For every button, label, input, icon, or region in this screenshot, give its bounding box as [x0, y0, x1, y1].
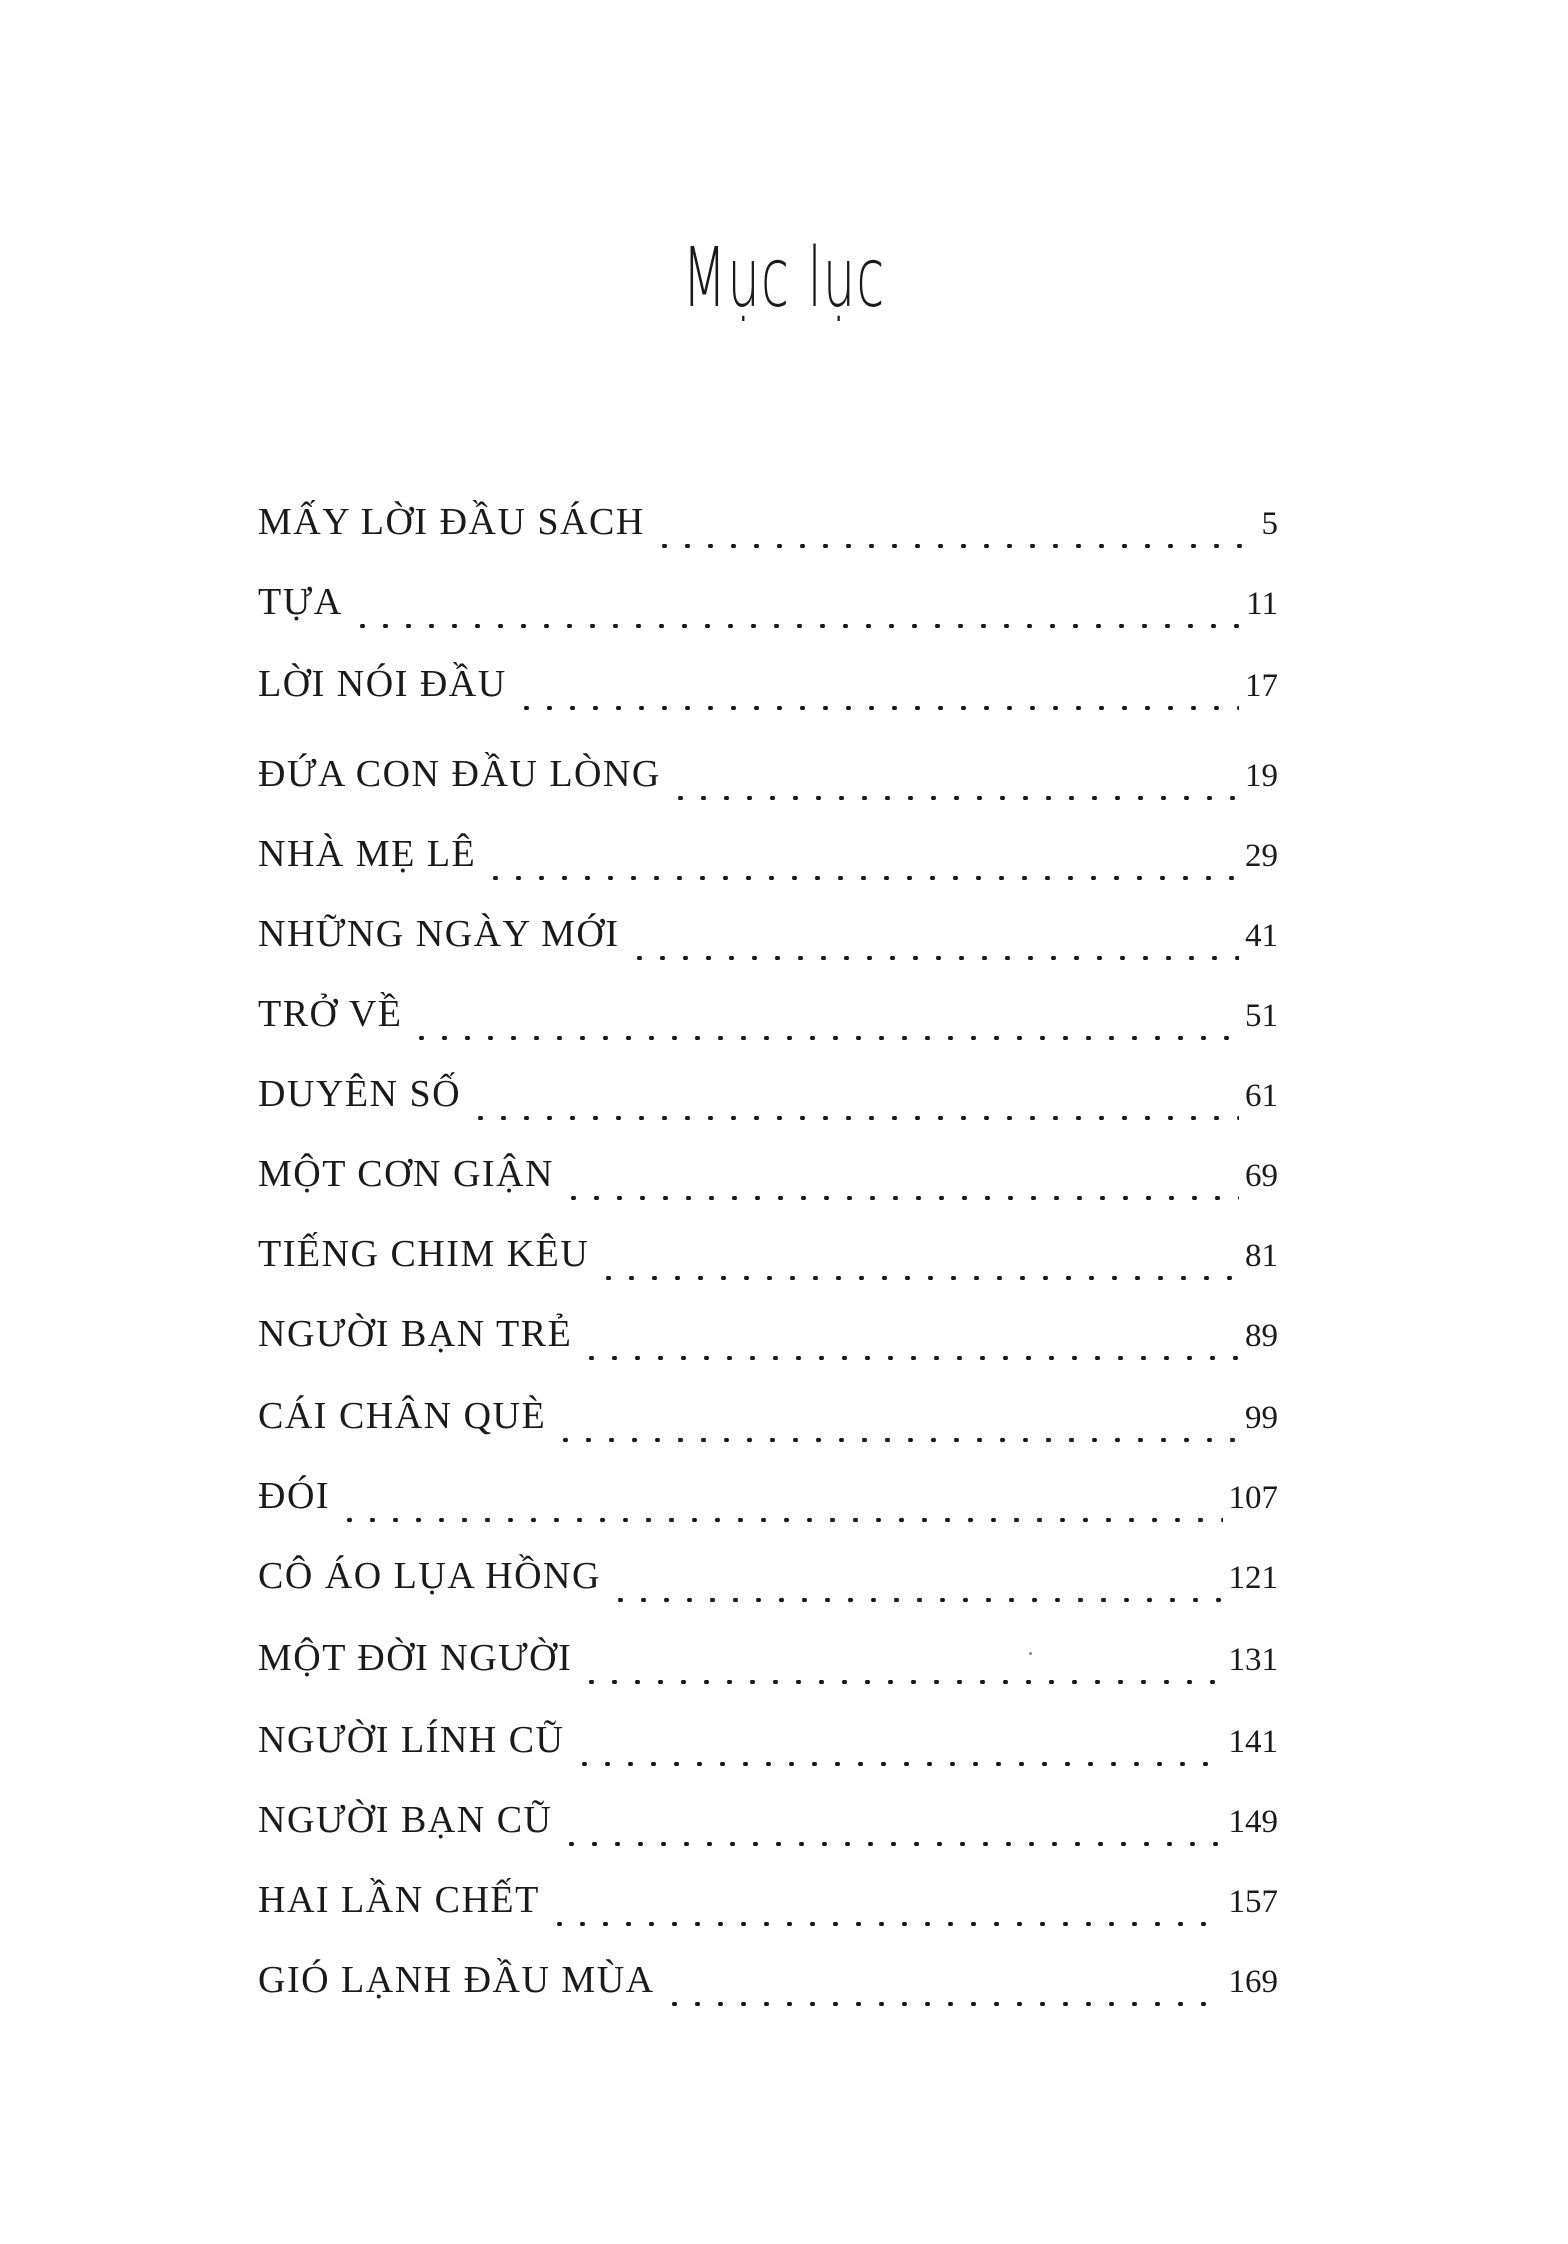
toc-entry-title: CÁI CHÂN QUÈ	[258, 1395, 547, 1437]
toc-entry-page-number: 149	[1228, 1804, 1278, 1840]
toc-entry-title: TIẾNG CHIM KÊU	[258, 1233, 590, 1275]
toc-entry-page-number: 69	[1245, 1158, 1278, 1194]
toc-entry-page-number: 121	[1228, 1560, 1278, 1596]
dot-leader	[628, 956, 1240, 960]
dot-leader	[663, 2002, 1223, 2006]
toc-entry	[258, 752, 1278, 812]
toc-entry-page-number: 19	[1245, 758, 1278, 794]
dot-leader	[351, 624, 1241, 628]
toc-entry-title: CÔ ÁO LỤA HỒNG	[258, 1555, 601, 1597]
toc-entry	[258, 500, 1278, 560]
table-of-contents	[258, 0, 1278, 2244]
toc-entry	[258, 1718, 1278, 1778]
toc-entry-title: ĐỨA CON ĐẦU LÒNG	[258, 753, 661, 795]
toc-entry	[258, 1554, 1278, 1614]
toc-entry	[258, 662, 1278, 722]
toc-entry-page-number: 81	[1245, 1238, 1278, 1274]
toc-entry-page-number: 11	[1246, 586, 1278, 622]
toc-entry	[258, 1312, 1278, 1372]
toc-entry-page-number: 5	[1261, 506, 1278, 542]
toc-entry-page-number: 61	[1245, 1078, 1278, 1114]
toc-entry-title: NGƯỜI BẠN TRẺ	[258, 1313, 573, 1355]
toc-entry	[258, 1394, 1278, 1454]
toc-entry-page-number: 51	[1245, 998, 1278, 1034]
dot-leader	[669, 796, 1239, 800]
dot-leader	[573, 1762, 1223, 1766]
dot-leader	[469, 1116, 1239, 1120]
toc-entry-title: DUYÊN SỐ	[258, 1073, 462, 1115]
toc-entry-page-number: 29	[1245, 838, 1278, 874]
dot-leader	[515, 706, 1239, 710]
toc-entry-page-number: 41	[1245, 918, 1278, 954]
toc-entry-page-number: 89	[1245, 1318, 1278, 1354]
paper-speck	[1029, 1652, 1032, 1655]
dot-leader	[548, 1922, 1223, 1926]
toc-entry-page-number: 141	[1228, 1724, 1278, 1760]
dot-leader	[484, 876, 1239, 880]
dot-leader	[653, 544, 1256, 548]
toc-entry	[258, 912, 1278, 972]
toc-entry-title: NHÀ MẸ LÊ	[258, 833, 477, 875]
toc-entry-page-number: 17	[1245, 668, 1278, 704]
toc-entry-page-number: 169	[1228, 1964, 1278, 2000]
toc-entry-title: MẤY LỜI ĐẦU SÁCH	[258, 501, 645, 543]
toc-entry-page-number: 107	[1228, 1480, 1278, 1516]
toc-entry-title: NHỮNG NGÀY MỚI	[258, 913, 620, 955]
toc-entry-title: TỰA	[258, 581, 343, 623]
toc-entry-title: NGƯỜI BẠN CŨ	[258, 1799, 553, 1841]
dot-leader	[562, 1196, 1239, 1200]
dot-leader	[609, 1598, 1223, 1602]
dot-leader	[597, 1276, 1239, 1280]
toc-entry	[258, 1798, 1278, 1858]
toc-entry	[258, 992, 1278, 1052]
dot-leader	[560, 1842, 1222, 1846]
toc-entry-title: MỘT CƠN GIẬN	[258, 1153, 554, 1195]
toc-entry-title: LỜI NÓI ĐẦU	[258, 663, 507, 705]
toc-entry	[258, 1958, 1278, 2018]
dot-leader	[580, 1356, 1239, 1360]
dot-leader	[554, 1438, 1239, 1442]
toc-entry-title: HAI LẦN CHẾT	[258, 1879, 540, 1921]
toc-entry-page-number: 131	[1228, 1642, 1278, 1678]
toc-entry	[258, 1878, 1278, 1938]
toc-entry	[258, 580, 1278, 640]
toc-entry-title: NGƯỜI LÍNH CŨ	[258, 1719, 565, 1761]
dot-leader	[338, 1518, 1222, 1522]
toc-entry-title: ĐÓI	[258, 1475, 331, 1517]
toc-entry	[258, 1232, 1278, 1292]
dot-leader	[580, 1680, 1222, 1684]
toc-entry-title: MỘT ĐỜI NGƯỜI	[258, 1637, 573, 1679]
toc-entry	[258, 1474, 1278, 1534]
toc-entry-title: GIÓ LẠNH ĐẦU MÙA	[258, 1959, 655, 2001]
toc-entry	[258, 1152, 1278, 1212]
toc-entry	[258, 1072, 1278, 1132]
page-title: Mục lục	[682, 231, 886, 326]
toc-entry-title: TRỞ VỀ	[258, 993, 403, 1035]
toc-entry	[258, 832, 1278, 892]
toc-entry-page-number: 99	[1245, 1400, 1278, 1436]
toc-entry	[258, 1636, 1278, 1696]
toc-entry-page-number: 157	[1228, 1884, 1278, 1920]
dot-leader	[410, 1036, 1239, 1040]
